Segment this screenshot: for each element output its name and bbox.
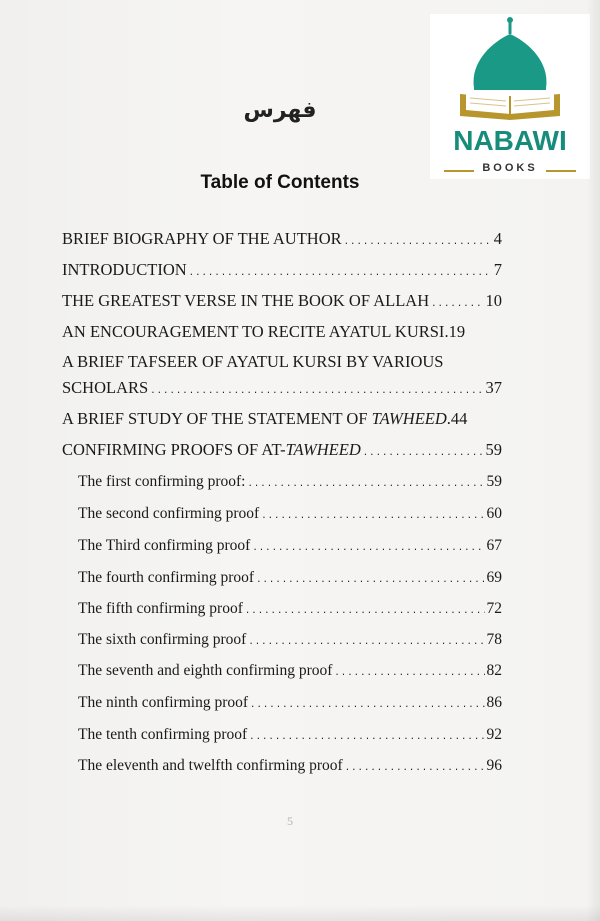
toc-entry-label-line1: A BRIEF TAFSEER OF AYATUL KURSI BY VARIOUS [62, 352, 444, 371]
toc-entry-page: 92 [486, 726, 502, 743]
toc-entry-label: SCHOLARS [62, 378, 149, 397]
page-title: Table of Contents [200, 172, 360, 193]
arabic-heading: فهرس [243, 98, 317, 123]
dot-leader [245, 606, 485, 616]
page-edge-shadow [586, 0, 600, 921]
dot-leader [334, 668, 484, 678]
toc-subentry[interactable] [78, 631, 502, 649]
toc-entry-page: 19 [448, 322, 466, 341]
toc-entry-label: A BRIEF STUDY OF THE STATEMENT OF [62, 409, 372, 428]
toc-entry[interactable] [62, 291, 502, 311]
toc-entry[interactable]: A BRIEF STUDY OF THE STATEMENT OF TAWHEED . 44 [62, 409, 468, 428]
toc-subentry[interactable] [78, 473, 502, 491]
toc-entry[interactable] [62, 260, 502, 280]
toc-subentry[interactable] [78, 537, 502, 555]
toc-entry-page: 72 [486, 600, 502, 617]
dot-leader [250, 700, 484, 710]
dot-leader [189, 268, 492, 278]
toc-entry-label-italic: TAWHEED [371, 409, 447, 428]
toc-subentry[interactable] [78, 694, 502, 712]
toc-entry-label: BRIEF BIOGRAPHY OF THE AUTHOR [62, 229, 342, 248]
toc-entry-label: AN ENCOURAGEMENT TO RECITE AYATUL KURSI [62, 322, 445, 341]
toc-entry-page: 96 [486, 757, 502, 774]
toc-subentry[interactable] [78, 505, 502, 523]
toc-entry-label: The second confirming proof [78, 505, 260, 522]
dot-leader [248, 637, 484, 647]
toc-entry-page: 69 [486, 569, 502, 586]
dot-leader [261, 511, 484, 521]
page-edge-shadow [0, 905, 600, 921]
toc-entry-label: The fifth confirming proof [78, 600, 243, 617]
toc-entry[interactable] [62, 440, 502, 460]
toc-subentry[interactable] [78, 662, 502, 680]
toc-entry-page: 44 [450, 409, 468, 428]
toc-subentry[interactable] [78, 569, 502, 587]
dot-leader [344, 237, 492, 247]
toc-entry-label: The first confirming proof: [78, 473, 246, 490]
dot-leader [252, 543, 484, 553]
toc-entry-page: 37 [485, 378, 502, 397]
toc-entry-page: 67 [486, 537, 502, 554]
toc-subentry[interactable] [78, 726, 502, 744]
toc-entry-label: CONFIRMING PROOFS OF AT- [62, 440, 286, 459]
toc-entry-label: The tenth confirming proof [78, 726, 248, 743]
toc-entry-page: 10 [485, 291, 502, 310]
toc-entry-page: 78 [486, 631, 502, 648]
toc-entry-label: The ninth confirming proof [78, 694, 249, 711]
toc-entry-page: 60 [486, 505, 502, 522]
toc-entry-label: THE GREATEST VERSE IN THE BOOK OF ALLAH [62, 291, 430, 310]
toc-entry-page: 4 [493, 229, 502, 248]
dot-leader [249, 732, 484, 742]
toc-subentry[interactable] [78, 600, 502, 618]
toc-entry-label-italic: TAWHEED [285, 440, 361, 459]
dot-leader [247, 479, 484, 489]
dot-leader [363, 448, 484, 458]
toc-entry-label: The fourth confirming proof [78, 569, 255, 586]
dot-leader [150, 386, 483, 396]
toc-entry-page: 59 [485, 440, 502, 459]
dot-leader [431, 299, 483, 309]
bleed-through-text [180, 36, 185, 57]
toc-entry-page: 59 [486, 473, 502, 490]
toc-entry[interactable] [62, 229, 502, 249]
mosque-book-icon [430, 14, 590, 124]
logo-wordmark: NABAWI [453, 125, 567, 156]
toc-entry-page: 86 [486, 694, 502, 711]
toc-entry-label: INTRODUCTION [62, 260, 187, 279]
page-number: 5 [287, 814, 293, 828]
toc-subentry[interactable] [78, 757, 502, 775]
toc-entry-label: The eleventh and twelfth confirming proof [78, 757, 343, 774]
toc-entry-label: The seventh and eighth confirming proof [78, 662, 333, 679]
toc-entry-label: The Third confirming proof [78, 537, 251, 554]
publisher-logo [430, 14, 590, 179]
dot-leader [345, 763, 485, 773]
logo-divider [546, 170, 576, 172]
toc-entry-label: The sixth confirming proof [78, 631, 247, 648]
toc-entry-page: 82 [486, 662, 502, 679]
toc-entry[interactable]: AN ENCOURAGEMENT TO RECITE AYATUL KURSI . 19 [62, 322, 466, 341]
toc-entry[interactable] [62, 378, 502, 398]
toc-entry-page: 7 [493, 260, 502, 279]
dot-leader [256, 575, 484, 585]
logo-subtitle: BOOKS [482, 162, 538, 174]
